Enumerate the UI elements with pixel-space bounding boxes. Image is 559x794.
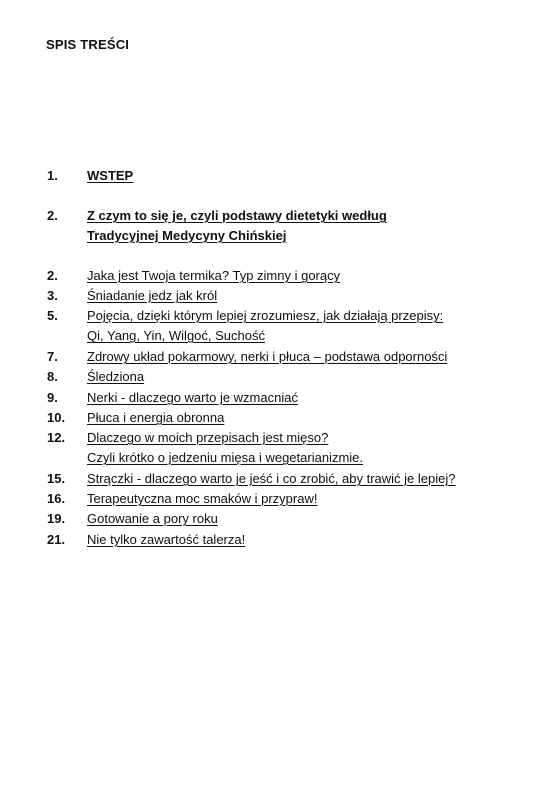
entry-number: 3.	[47, 288, 58, 303]
entry-title[interactable]	[87, 306, 527, 346]
entry-title-line[interactable]: Jaka jest Twoja termika? Typ zimny i gorący	[87, 268, 341, 283]
entry-title-line[interactable]: Terapeutyczna moc smaków i przypraw!	[87, 491, 318, 506]
entry-title[interactable]	[87, 206, 527, 246]
entry-number: 2.	[47, 268, 58, 283]
entry-title-line[interactable]: WSTEP	[87, 168, 134, 183]
entry-number: 9.	[47, 390, 58, 405]
entry-title-line[interactable]: Śniadanie jedz jak król	[87, 288, 218, 303]
entry-title[interactable]	[87, 530, 527, 550]
entry-title-line[interactable]: Z czym to się je, czyli podstawy dietetyki według	[87, 208, 387, 223]
entry-title[interactable]	[87, 469, 527, 489]
entry-title-line[interactable]: Zdrowy układ pokarmowy, nerki i płuca – podstawa odporności	[87, 349, 448, 364]
entry-title[interactable]	[87, 388, 527, 408]
entry-number: 7.	[47, 349, 58, 364]
entry-number: 16.	[47, 491, 66, 506]
entry-title[interactable]	[87, 266, 527, 286]
entry-title-line[interactable]: Czyli krótko o jedzeniu mięsa i wegetarianizmie.	[87, 450, 364, 465]
entry-title-line[interactable]: Tradycyjnej Medycyny Chińskiej	[87, 228, 287, 243]
entry-title-line[interactable]: Dlaczego w moich przepisach jest mięso?	[87, 430, 329, 445]
entry-title[interactable]	[87, 408, 527, 428]
entry-title[interactable]	[87, 428, 527, 468]
entry-title[interactable]	[87, 166, 527, 186]
entry-number: 10.	[47, 410, 66, 425]
entry-number: 15.	[47, 471, 66, 486]
entry-title[interactable]	[87, 286, 527, 306]
entry-number: 12.	[47, 430, 66, 445]
entry-number: 19.	[47, 511, 66, 526]
entry-number: 2.	[47, 208, 58, 223]
entry-title-line[interactable]: Śledziona	[87, 369, 145, 384]
entry-title[interactable]	[87, 509, 527, 529]
entry-title-line[interactable]: Gotowanie a pory roku	[87, 511, 218, 526]
entry-title-line[interactable]: Płuca i energia obronna	[87, 410, 225, 425]
entry-title-line[interactable]: Pojęcia, dzięki którym lepiej zrozumiesz, jak działają przepisy:	[87, 308, 444, 323]
entry-title-line[interactable]: Strączki - dlaczego warto je jeść i co zrobić, aby trawić je lepiej?	[87, 471, 456, 486]
entry-number: 5.	[47, 308, 58, 323]
entry-number: 21.	[47, 532, 66, 547]
entry-title-line[interactable]: Nerki - dlaczego warto je wzmacniać	[87, 390, 298, 405]
entry-title[interactable]	[87, 367, 527, 387]
entry-number: 1.	[47, 168, 58, 183]
entry-title-line[interactable]: Qi, Yang, Yin, Wilgoć, Suchość	[87, 328, 265, 343]
entry-title-line[interactable]: Nie tylko zawartość talerza!	[87, 532, 246, 547]
entry-title[interactable]	[87, 489, 527, 509]
entry-number: 8.	[47, 369, 58, 384]
page-title: SPIS TREŚCI	[46, 37, 130, 52]
entry-title[interactable]	[87, 347, 527, 367]
